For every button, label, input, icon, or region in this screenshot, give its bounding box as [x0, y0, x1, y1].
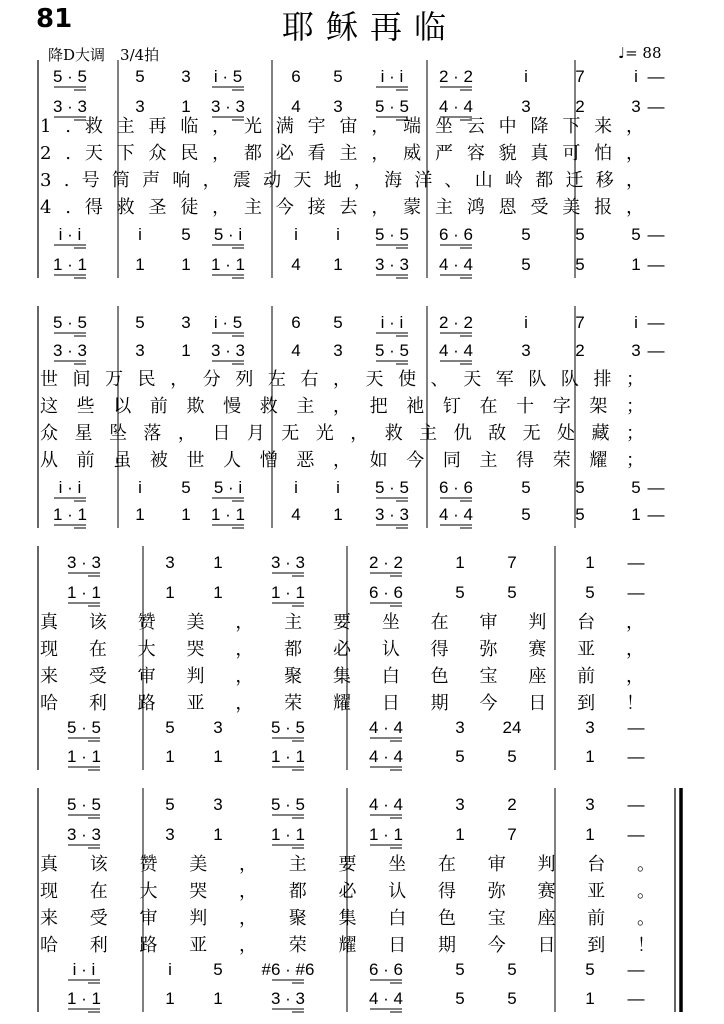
note: 1 · 1: [368, 825, 404, 844]
note: 4: [291, 341, 301, 360]
note: 4: [291, 97, 301, 116]
lyric-line: 哈利路亚，荣耀日期今日到！: [40, 935, 655, 956]
note: i: [336, 225, 340, 244]
note: 3 · 3: [374, 505, 410, 524]
note: 1: [135, 505, 145, 524]
lyric-line: 世间万民，分列左右，天使、天军队队排；: [40, 369, 644, 390]
note: 1: [213, 825, 223, 844]
note: 5 · 5: [66, 795, 102, 814]
note: —: [627, 718, 645, 737]
note: 5: [135, 67, 145, 86]
note: 3: [213, 795, 223, 814]
lyric-line: 4.得救圣徒，主今接去，蒙主鸿恩受美报，: [40, 197, 645, 218]
note: 3 · 3: [270, 553, 306, 572]
note: 5: [135, 313, 145, 332]
note: 6: [291, 67, 301, 86]
note: i: [634, 313, 638, 332]
note: 5: [575, 255, 585, 274]
note: —: [647, 505, 665, 524]
note: 3: [455, 795, 465, 814]
note: 5: [507, 989, 517, 1008]
note: —: [627, 747, 645, 766]
note: 3: [585, 718, 595, 737]
note: 3: [521, 341, 531, 360]
note: 1: [165, 583, 175, 602]
note: 3 · 3: [374, 255, 410, 274]
note: 5: [585, 583, 595, 602]
note: 1: [333, 505, 343, 524]
note: —: [647, 341, 665, 360]
note: 3 · 3: [270, 989, 306, 1008]
note: —: [647, 97, 665, 116]
note: i: [138, 478, 142, 497]
note: i: [524, 313, 528, 332]
lyric-line: 1.救主再临，光满宇宙，端坐云中降下来，: [40, 116, 645, 137]
note: 1: [631, 505, 641, 524]
note: 1 · 1: [270, 825, 306, 844]
note: 6: [291, 313, 301, 332]
note: 5: [455, 960, 465, 979]
note: 6 · 6: [368, 583, 404, 602]
note: —: [647, 225, 665, 244]
note: 5: [585, 960, 595, 979]
note: 7: [575, 67, 585, 86]
note: 5 · 5: [52, 313, 88, 332]
note: 3: [135, 97, 145, 116]
note: 3: [135, 341, 145, 360]
note: 1: [181, 97, 191, 116]
note: 5: [455, 989, 465, 1008]
key-and-meter: 降D大调 3/4拍: [48, 46, 160, 64]
note: 5 · 5: [374, 341, 410, 360]
note: 1 · 1: [210, 255, 246, 274]
note: 4 · 4: [368, 795, 404, 814]
lyric-line: 来受审判，聚集白色宝座前。: [40, 908, 655, 929]
lyric-line: 3.号筒声响，震动天地，海洋、山岭都迁移，: [40, 170, 645, 191]
note: —: [627, 553, 645, 572]
note: i · i: [72, 960, 96, 979]
note: 5 · 5: [374, 478, 410, 497]
note: 4 · 4: [438, 505, 474, 524]
note: 3: [165, 553, 175, 572]
note: 5 · 5: [66, 718, 102, 737]
note: 5 · i: [213, 478, 243, 497]
quarter-note-icon: ♩: [618, 44, 626, 62]
note: 5: [631, 478, 641, 497]
note: —: [647, 255, 665, 274]
note: 1 · 1: [52, 505, 88, 524]
lyric-line: 这些以前欺慢救主，把祂钉在十字架；: [40, 396, 644, 417]
note: 1: [181, 341, 191, 360]
note: 3 · 3: [66, 825, 102, 844]
note: —: [627, 795, 645, 814]
note: 5: [507, 960, 517, 979]
lyric-line: 现在大哭，都必认得弥赛亚。: [40, 881, 655, 902]
note: 2: [507, 795, 517, 814]
note: 5: [575, 505, 585, 524]
note: 5: [521, 225, 531, 244]
note: 2 · 2: [368, 553, 404, 572]
note: 1: [165, 747, 175, 766]
note: 7: [507, 553, 517, 572]
note: 5 · 5: [374, 97, 410, 116]
note: 3: [521, 97, 531, 116]
note: 4 · 4: [438, 341, 474, 360]
note: 1 · 1: [210, 505, 246, 524]
hymn-title: 耶稣再临: [281, 8, 458, 46]
lyric-line: 哈利路亚，荣耀日期今日到！: [40, 693, 644, 714]
note: 1: [135, 255, 145, 274]
note: 3: [165, 825, 175, 844]
lyric-line: 2.天下众民，都必看主，威严容貌真可怕，: [40, 143, 645, 164]
note: 3: [631, 341, 641, 360]
note: —: [627, 989, 645, 1008]
note: 5: [575, 478, 585, 497]
note: 5: [181, 225, 191, 244]
note: 3 · 3: [210, 341, 246, 360]
note: i: [294, 478, 298, 497]
note: 1 · 1: [66, 747, 102, 766]
note: 5: [521, 478, 531, 497]
note: 3: [213, 718, 223, 737]
note: 3: [585, 795, 595, 814]
note: 1: [181, 255, 191, 274]
note: i · i: [380, 67, 404, 86]
note: 2: [575, 97, 585, 116]
note: i: [138, 225, 142, 244]
note: —: [627, 960, 645, 979]
note: 5: [507, 583, 517, 602]
note: 5 · 5: [270, 718, 306, 737]
note: 3: [333, 97, 343, 116]
note: 7: [507, 825, 517, 844]
note: 3: [455, 718, 465, 737]
note: 3: [181, 313, 191, 332]
note: 2 · 2: [438, 67, 474, 86]
note: 3: [333, 341, 343, 360]
note: 4: [291, 255, 301, 274]
note: 5: [333, 67, 343, 86]
note: 1: [585, 747, 595, 766]
lyric-line: 现在大哭，都必认得弥赛亚，: [40, 639, 644, 660]
note: 5 · 5: [52, 67, 88, 86]
note: i: [294, 225, 298, 244]
note: 1: [213, 989, 223, 1008]
note: 1 · 1: [270, 583, 306, 602]
note: 7: [575, 313, 585, 332]
note: 3 · 3: [66, 553, 102, 572]
note: 5 · 5: [374, 225, 410, 244]
lyric-line: 从前虽被世人憎恶，如今同主得荣耀；: [40, 450, 644, 471]
note: 6 · 6: [368, 960, 404, 979]
note: 5: [631, 225, 641, 244]
note: 3 · 3: [210, 97, 246, 116]
note: 3 · 3: [52, 341, 88, 360]
note: 5: [455, 747, 465, 766]
note: i: [336, 478, 340, 497]
note: i: [168, 960, 172, 979]
note: 5: [181, 478, 191, 497]
note: 24: [502, 718, 522, 737]
note: 2: [575, 341, 585, 360]
note: 4 · 4: [368, 989, 404, 1008]
note: 1 · 1: [52, 255, 88, 274]
note: 5: [213, 960, 223, 979]
note: 5 · 5: [270, 795, 306, 814]
note: 5: [455, 583, 465, 602]
note: 4 · 4: [368, 718, 404, 737]
lyric-line: 众星坠落，日月无光，救主仇敌无处藏；: [40, 423, 644, 444]
note: 6 · 6: [438, 478, 474, 497]
lyric-line: 来受审判，聚集白色宝座前，: [40, 666, 644, 687]
note: 1 · 1: [270, 747, 306, 766]
lyric-line: 真该赞美，主要坐在审判台。: [40, 854, 655, 875]
note: 1: [631, 255, 641, 274]
note: 1: [213, 747, 223, 766]
note: 1: [585, 825, 595, 844]
note: 1: [165, 989, 175, 1008]
lyric-line: 真该赞美，主要坐在审判台，: [40, 612, 644, 633]
note: 5: [521, 505, 531, 524]
note: 4 · 4: [368, 747, 404, 766]
note: 5: [165, 795, 175, 814]
note: 2 · 2: [438, 313, 474, 332]
note: i: [634, 67, 638, 86]
note: i · 5: [213, 67, 243, 86]
note: 1: [213, 583, 223, 602]
note: 4: [291, 505, 301, 524]
note: —: [647, 67, 665, 86]
note: 5: [165, 718, 175, 737]
note: i · i: [58, 225, 82, 244]
note: 1: [585, 989, 595, 1008]
note: 1: [455, 825, 465, 844]
note: 5: [521, 255, 531, 274]
note: 5: [575, 225, 585, 244]
note: i · i: [380, 313, 404, 332]
note: i · i: [58, 478, 82, 497]
note: i: [524, 67, 528, 86]
note: 1: [585, 553, 595, 572]
note: 4 · 4: [438, 255, 474, 274]
hymn-number: 81: [36, 4, 73, 34]
note: 5: [333, 313, 343, 332]
note: 3: [181, 67, 191, 86]
note: i · 5: [213, 313, 243, 332]
note: 3 · 3: [52, 97, 88, 116]
note: 1: [181, 505, 191, 524]
note: —: [647, 313, 665, 332]
note: 1: [455, 553, 465, 572]
note: #6 · #6: [261, 960, 315, 979]
tempo-value: = 88: [625, 44, 662, 62]
note: 4 · 4: [438, 97, 474, 116]
note: 1 · 1: [66, 989, 102, 1008]
note: —: [627, 825, 645, 844]
note: 1: [333, 255, 343, 274]
note: 1 · 1: [66, 583, 102, 602]
note: 1: [213, 553, 223, 572]
note: 6 · 6: [438, 225, 474, 244]
note: 5: [507, 747, 517, 766]
note: 3: [631, 97, 641, 116]
note: 5 · i: [213, 225, 243, 244]
note: —: [647, 478, 665, 497]
note: —: [627, 583, 645, 602]
